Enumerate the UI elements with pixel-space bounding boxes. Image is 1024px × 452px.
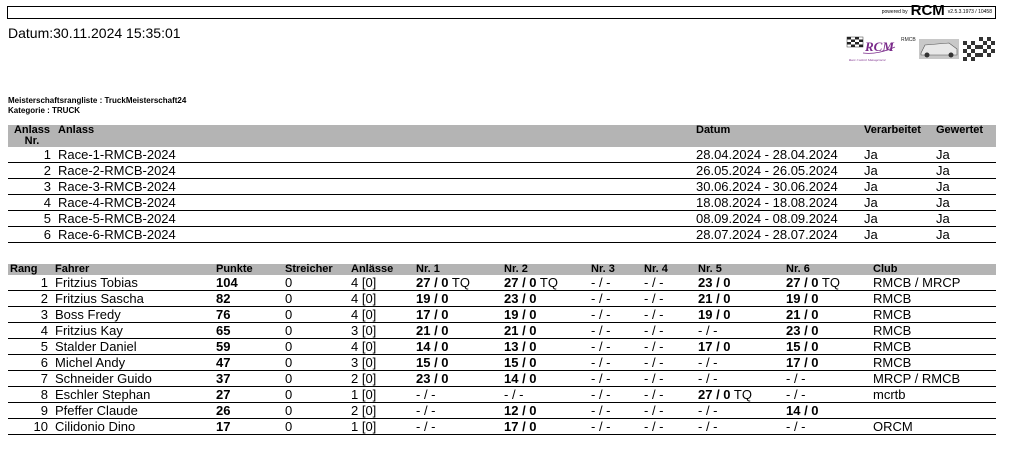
events-count: 2 [0] (349, 403, 414, 419)
race-result-1 (414, 339, 502, 355)
events-table (8, 125, 996, 243)
events-count: 4 [0] (349, 339, 414, 355)
race-result-5 (696, 339, 784, 355)
race-score: - / - (786, 371, 806, 386)
race-result-4 (642, 291, 696, 307)
points: 26 (214, 403, 283, 419)
race-score: - / - (644, 387, 664, 402)
event-row (8, 163, 996, 179)
race-score: - / - (644, 419, 664, 434)
driver-name: Michel Andy (53, 355, 214, 371)
race-result-3 (589, 275, 642, 291)
race-score: 15 / 0 (786, 339, 819, 354)
powered-by (882, 4, 992, 19)
drops: 0 (283, 403, 349, 419)
events-count: 1 [0] (349, 387, 414, 403)
tq-marker: TQ (730, 387, 752, 402)
race-result-4 (642, 371, 696, 387)
race-score: - / - (591, 275, 611, 290)
race-result-5 (696, 371, 784, 387)
checkered-flag-icon (847, 37, 863, 47)
race-result-3 (589, 371, 642, 387)
race-score: 23 / 0 (786, 323, 819, 338)
report-date: Datum:30.11.2024 15:35:01 (8, 25, 181, 41)
race-result-3 (589, 323, 642, 339)
race-score: - / - (698, 355, 718, 370)
race-result-5 (696, 387, 784, 403)
race-result-2 (502, 403, 589, 419)
race-score: 21 / 0 (786, 307, 819, 322)
report-meta (8, 96, 186, 116)
ranking-row (8, 323, 996, 339)
col-nr4: Nr. 4 (642, 264, 696, 275)
svg-text:RCM: RCM (865, 39, 894, 54)
col-anlass: Anlass (56, 125, 694, 147)
race-result-6 (784, 339, 871, 355)
race-result-1 (414, 371, 502, 387)
events-count: 3 [0] (349, 323, 414, 339)
race-result-3 (589, 355, 642, 371)
event-row (8, 211, 996, 227)
race-score: - / - (644, 371, 664, 386)
event-date: 26.05.2024 - 26.05.2024 (694, 163, 862, 179)
points: 76 (214, 307, 283, 323)
race-result-5 (696, 403, 784, 419)
col-nr5: Nr. 5 (696, 264, 784, 275)
race-score: - / - (786, 387, 806, 402)
race-score: - / - (591, 403, 611, 418)
race-result-6 (784, 323, 871, 339)
race-score: 14 / 0 (504, 371, 537, 386)
race-result-5 (696, 323, 784, 339)
points: 82 (214, 291, 283, 307)
race-score: 17 / 0 (416, 307, 449, 322)
race-score: - / - (644, 323, 664, 338)
event-name: Race-5-RMCB-2024 (56, 211, 694, 227)
club: RMCB (871, 307, 996, 323)
race-score: 15 / 0 (416, 355, 449, 370)
drops: 0 (283, 387, 349, 403)
championship-title: Meisterschaftsrangliste : TruckMeisterschaft24 (8, 96, 187, 105)
drops: 0 (283, 275, 349, 291)
ranking-row (8, 355, 996, 371)
points: 37 (214, 371, 283, 387)
col-club: Club (871, 264, 996, 275)
col-streicher: Streicher (283, 264, 349, 275)
events-header-row (8, 125, 996, 147)
race-result-4 (642, 387, 696, 403)
ranking-row (8, 371, 996, 387)
ranking-header-row (8, 264, 996, 275)
race-result-2 (502, 419, 589, 435)
race-score: - / - (644, 403, 664, 418)
race-score: 27 / 0 (786, 275, 819, 290)
race-score: 21 / 0 (698, 291, 731, 306)
race-result-5 (696, 291, 784, 307)
event-name: Race-6-RMCB-2024 (56, 227, 694, 243)
event-nr: 3 (8, 179, 56, 195)
race-score: - / - (644, 291, 664, 306)
events-count: 4 [0] (349, 275, 414, 291)
race-result-5 (696, 419, 784, 435)
rank: 4 (8, 323, 53, 339)
event-scored: Ja (934, 163, 996, 179)
race-score: - / - (698, 371, 718, 386)
race-score: - / - (591, 355, 611, 370)
race-score: 17 / 0 (786, 355, 819, 370)
event-scored: Ja (934, 211, 996, 227)
race-result-1 (414, 323, 502, 339)
race-result-3 (589, 307, 642, 323)
points: 59 (214, 339, 283, 355)
race-score: - / - (591, 307, 611, 322)
race-score: - / - (698, 403, 718, 418)
col-verarbeitet: Verarbeitet (862, 125, 934, 147)
col-gewertet: Gewertet (934, 125, 996, 147)
race-result-6 (784, 307, 871, 323)
event-date: 30.06.2024 - 30.06.2024 (694, 179, 862, 195)
race-result-3 (589, 387, 642, 403)
race-result-1 (414, 275, 502, 291)
race-result-3 (589, 339, 642, 355)
event-nr: 5 (8, 211, 56, 227)
race-score: - / - (644, 275, 664, 290)
club: RMCB (871, 291, 996, 307)
col-nr1: Nr. 1 (414, 264, 502, 275)
col-rang: Rang (8, 264, 53, 275)
event-date: 18.08.2024 - 18.08.2024 (694, 195, 862, 211)
race-score: - / - (591, 291, 611, 306)
race-result-6 (784, 371, 871, 387)
event-scored: Ja (934, 147, 996, 163)
race-result-4 (642, 275, 696, 291)
race-score: 12 / 0 (504, 403, 537, 418)
event-processed: Ja (862, 195, 934, 211)
race-result-6 (784, 403, 871, 419)
race-score: - / - (416, 419, 436, 434)
race-score: - / - (416, 403, 436, 418)
race-score: 14 / 0 (416, 339, 449, 354)
race-result-4 (642, 307, 696, 323)
drops: 0 (283, 291, 349, 307)
powered-by-label: powered by (881, 9, 908, 15)
drops: 0 (283, 419, 349, 435)
club: RMCB (871, 323, 996, 339)
rank: 3 (8, 307, 53, 323)
tq-marker: TQ (536, 275, 558, 290)
events-count: 2 [0] (349, 371, 414, 387)
driver-name: Pfeffer Claude (53, 403, 214, 419)
race-score: - / - (591, 387, 611, 402)
event-name: Race-4-RMCB-2024 (56, 195, 694, 211)
events-count: 1 [0] (349, 419, 414, 435)
race-score: - / - (591, 419, 611, 434)
race-score: - / - (644, 355, 664, 370)
race-score: 14 / 0 (786, 403, 819, 418)
race-result-2 (502, 371, 589, 387)
event-date: 28.04.2024 - 28.04.2024 (694, 147, 862, 163)
driver-name: Eschler Stephan (53, 387, 214, 403)
driver-name: Fritzius Tobias (53, 275, 214, 291)
tq-marker: TQ (818, 275, 840, 290)
race-result-1 (414, 419, 502, 435)
ranking-row (8, 275, 996, 291)
race-result-1 (414, 291, 502, 307)
race-score: 17 / 0 (504, 419, 537, 434)
race-score: - / - (591, 323, 611, 338)
race-result-1 (414, 387, 502, 403)
event-row (8, 147, 996, 163)
race-score: - / - (786, 419, 806, 434)
event-row (8, 227, 996, 243)
col-anlass-nr: Anlass Nr. (8, 125, 56, 147)
drops: 0 (283, 339, 349, 355)
svg-text:RMCB: RMCB (901, 37, 916, 43)
race-score: 27 / 0 (416, 275, 449, 290)
race-score: - / - (698, 323, 718, 338)
drops: 0 (283, 307, 349, 323)
ranking-row (8, 339, 996, 355)
driver-name: Schneider Guido (53, 371, 214, 387)
event-processed: Ja (862, 211, 934, 227)
race-result-2 (502, 291, 589, 307)
race-score: 19 / 0 (416, 291, 449, 306)
points: 65 (214, 323, 283, 339)
report-header-bar (7, 2, 996, 19)
ranking-row (8, 403, 996, 419)
race-score: 27 / 0 (698, 387, 731, 402)
drops: 0 (283, 323, 349, 339)
race-score: - / - (644, 307, 664, 322)
race-score: 27 / 0 (504, 275, 537, 290)
event-processed: Ja (862, 227, 934, 243)
event-name: Race-2-RMCB-2024 (56, 163, 694, 179)
event-processed: Ja (862, 179, 934, 195)
race-score: - / - (591, 371, 611, 386)
events-count: 4 [0] (349, 307, 414, 323)
col-datum: Datum (694, 125, 862, 147)
col-nr3: Nr. 3 (589, 264, 642, 275)
event-date: 08.09.2024 - 08.09.2024 (694, 211, 862, 227)
event-scored: Ja (934, 227, 996, 243)
driver-name: Fritzius Sascha (53, 291, 214, 307)
col-nr6: Nr. 6 (784, 264, 871, 275)
points: 17 (214, 419, 283, 435)
event-nr: 6 (8, 227, 56, 243)
race-result-2 (502, 355, 589, 371)
race-result-2 (502, 339, 589, 355)
ranking-row (8, 419, 996, 435)
drops: 0 (283, 355, 349, 371)
event-nr: 1 (8, 147, 56, 163)
race-result-6 (784, 275, 871, 291)
race-result-6 (784, 355, 871, 371)
event-row (8, 179, 996, 195)
race-result-4 (642, 323, 696, 339)
event-name: Race-1-RMCB-2024 (56, 147, 694, 163)
race-score: 19 / 0 (698, 307, 731, 322)
race-result-3 (589, 291, 642, 307)
race-result-5 (696, 355, 784, 371)
club: ORCM (871, 419, 996, 435)
race-score: 23 / 0 (416, 371, 449, 386)
event-name: Race-3-RMCB-2024 (56, 179, 694, 195)
events-count: 4 [0] (349, 291, 414, 307)
rank: 2 (8, 291, 53, 307)
rank: 10 (8, 419, 53, 435)
ranking-row (8, 387, 996, 403)
race-result-4 (642, 355, 696, 371)
race-result-5 (696, 307, 784, 323)
col-nr2: Nr. 2 (502, 264, 589, 275)
race-score: 17 / 0 (698, 339, 731, 354)
driver-name: Cilidonio Dino (53, 419, 214, 435)
race-result-4 (642, 419, 696, 435)
event-scored: Ja (934, 179, 996, 195)
ranking-row (8, 307, 996, 323)
rank: 5 (8, 339, 53, 355)
race-result-4 (642, 403, 696, 419)
event-row (8, 195, 996, 211)
race-result-3 (589, 419, 642, 435)
race-result-2 (502, 387, 589, 403)
events-count: 3 [0] (349, 355, 414, 371)
race-score: 23 / 0 (698, 275, 731, 290)
driver-name: Fritzius Kay (53, 323, 214, 339)
race-result-6 (784, 387, 871, 403)
race-score: 15 / 0 (504, 355, 537, 370)
rcm-logo-image (845, 33, 997, 65)
race-result-1 (414, 355, 502, 371)
driver-name: Boss Fredy (53, 307, 214, 323)
rank: 1 (8, 275, 53, 291)
race-score: - / - (504, 387, 524, 402)
race-score: 21 / 0 (416, 323, 449, 338)
race-result-6 (784, 419, 871, 435)
points: 27 (214, 387, 283, 403)
points: 104 (214, 275, 283, 291)
race-result-2 (502, 275, 589, 291)
col-fahrer: Fahrer (53, 264, 214, 275)
version: v2.5.3.1973 / 10458 (947, 9, 992, 15)
rank: 8 (8, 387, 53, 403)
drops: 0 (283, 371, 349, 387)
rank: 7 (8, 371, 53, 387)
event-processed: Ja (862, 163, 934, 179)
points: 47 (214, 355, 283, 371)
race-result-2 (502, 323, 589, 339)
col-anlaesse: Anlässe (349, 264, 414, 275)
col-punkte: Punkte (214, 264, 283, 275)
event-nr: 4 (8, 195, 56, 211)
club: RMCB (871, 339, 996, 355)
event-date: 28.07.2024 - 28.07.2024 (694, 227, 862, 243)
race-result-1 (414, 403, 502, 419)
race-result-3 (589, 403, 642, 419)
rank: 6 (8, 355, 53, 371)
club: mcrtb (871, 387, 996, 403)
svg-text:Race Control Management: Race Control Management (849, 58, 886, 62)
club (871, 403, 996, 419)
race-result-1 (414, 307, 502, 323)
driver-name: Stalder Daniel (53, 339, 214, 355)
event-nr: 2 (8, 163, 56, 179)
event-processed: Ja (862, 147, 934, 163)
club: RMCB (871, 355, 996, 371)
club: MRCP / RMCB (871, 371, 996, 387)
race-score: 19 / 0 (786, 291, 819, 306)
ranking-table (8, 264, 996, 435)
race-score: - / - (591, 339, 611, 354)
race-score: - / - (644, 339, 664, 354)
event-scored: Ja (934, 195, 996, 211)
race-score: - / - (698, 419, 718, 434)
race-score: 21 / 0 (504, 323, 537, 338)
race-score: 19 / 0 (504, 307, 537, 322)
ranking-row (8, 291, 996, 307)
rank: 9 (8, 403, 53, 419)
race-result-2 (502, 307, 589, 323)
club: RMCB / MRCP (871, 275, 996, 291)
race-score: 23 / 0 (504, 291, 537, 306)
brand-name: RCM (910, 2, 945, 19)
race-score: 13 / 0 (504, 339, 537, 354)
category-label: Kategorie : TRUCK (8, 106, 81, 115)
tq-marker: TQ (448, 275, 470, 290)
race-result-4 (642, 339, 696, 355)
race-score: - / - (416, 387, 436, 402)
race-result-6 (784, 291, 871, 307)
race-result-5 (696, 275, 784, 291)
